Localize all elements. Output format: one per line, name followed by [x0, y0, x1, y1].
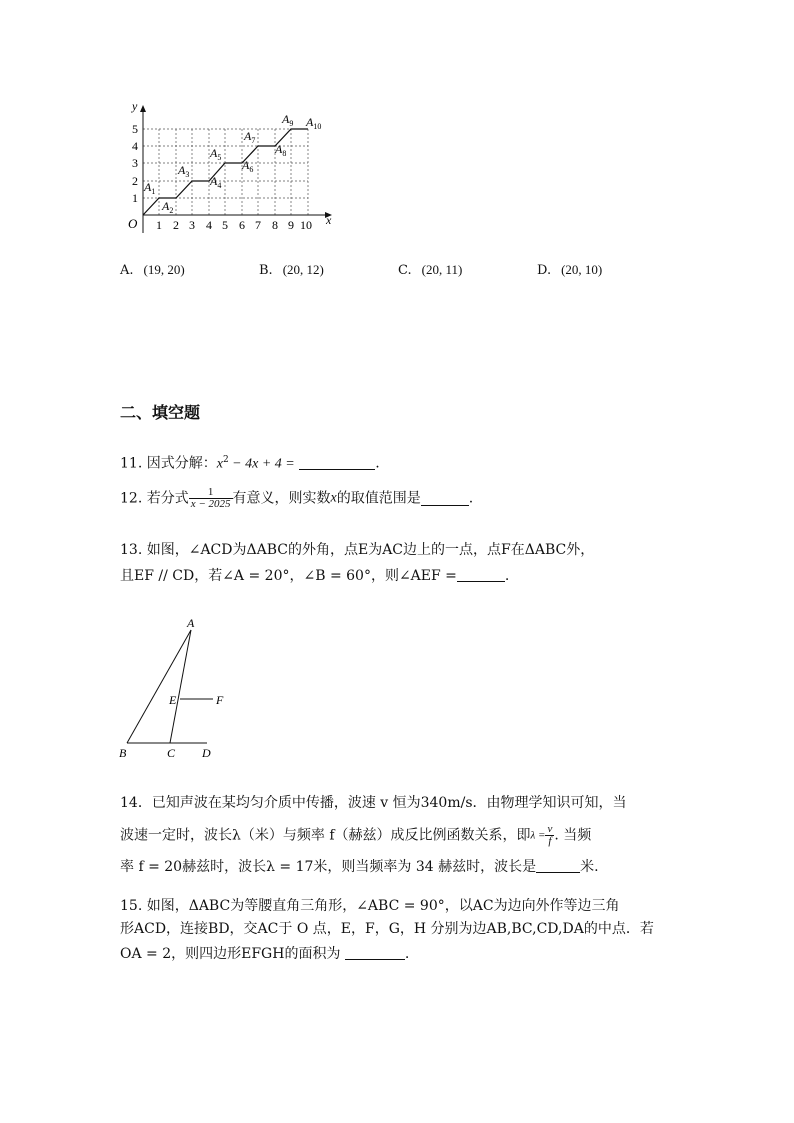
x-tick: 3 [189, 218, 195, 232]
y-tick: 5 [132, 122, 138, 136]
expression-x: x [216, 456, 223, 472]
point-label-a7: $A_7$ [244, 129, 256, 145]
answer-blank[interactable] [421, 491, 469, 506]
question-text: 因式分解： [146, 455, 217, 472]
point-label-a3: $A_3$ [178, 163, 190, 179]
question-text: 且EF // CD，若∠A = 20°，∠B = 60°，则∠AEF = [120, 568, 457, 584]
question-14-line-1: 14．已知声波在某均匀介质中传播，波速 v 恒为340m/s．由物理学知识可知，当 [120, 795, 627, 811]
segment-ab [127, 630, 191, 743]
fraction-denominator: x − 2025 [190, 498, 231, 510]
answer-blank[interactable] [457, 567, 505, 582]
point-label-a8: $A_8$ [275, 142, 287, 158]
fraction-numerator: v [547, 823, 553, 835]
variable-x: x [330, 490, 337, 506]
point-label-a9: $A_9$ [282, 112, 294, 128]
option-label: C. [398, 263, 412, 278]
x-tick: 4 [206, 218, 212, 232]
x-tick: 9 [288, 218, 294, 232]
question-number: 12. [120, 490, 143, 507]
question-text: 若分式 [146, 490, 189, 507]
point-label-a10: $A_{10}$ [306, 115, 322, 131]
y-axis-arrow [140, 105, 146, 112]
question-suffix: . [468, 490, 474, 507]
expression-exponent: 2 [222, 455, 229, 465]
triangle-figure [112, 612, 232, 764]
x-tick: 7 [255, 218, 261, 232]
question-text: 率 f = 20赫兹时，波长λ = 17米，则当频率为 34 赫兹时，波长是 [120, 859, 537, 875]
question-suffix: . [375, 455, 380, 472]
question-15-line-2: 形ACD，连接BD，交AC于 O 点，E，F，G，H 分别为边AB,BC,CD,DA的中点．若 [120, 921, 654, 937]
question-text: . 当频 [554, 827, 592, 844]
question-15-line-3 [120, 944, 409, 964]
answer-blank[interactable] [536, 858, 580, 873]
option-label: D. [537, 263, 552, 278]
question-13-line-1: 13. 如图，∠ACD为ΔABC的外角，点E为AC边上的一点，点F在ΔABC外， [120, 542, 595, 558]
vertex-label-d: D [202, 746, 211, 760]
point-label-a2: $A_2$ [162, 199, 174, 215]
question-15-line-1: 15. 如图，ΔABC为等腰直角三角形，∠ABC = 90°，以AC为边向外作等边三角 [120, 898, 620, 914]
option-b[interactable] [259, 262, 324, 278]
point-label-e: E [169, 693, 177, 707]
question-text: 有意义，则实数 [232, 490, 331, 507]
answer-blank[interactable] [299, 455, 375, 470]
fraction [189, 487, 233, 510]
expression-rest: − 4x + 4 = [228, 456, 295, 472]
question-14-line-2 [120, 824, 591, 847]
option-value: (20, 10) [561, 262, 603, 277]
point-label-f: F [216, 693, 224, 707]
question-11 [120, 450, 380, 475]
fraction-denominator: f [548, 835, 552, 847]
answer-blank[interactable] [345, 945, 405, 960]
question-14-line-3 [120, 857, 599, 877]
question-suffix: . [404, 946, 410, 962]
x-tick: 10 [300, 218, 312, 232]
option-value: (19, 20) [143, 262, 185, 277]
x-axis-label: x [326, 213, 332, 227]
y-axis-label: y [132, 99, 138, 113]
fraction-numerator: 1 [189, 487, 233, 499]
question-suffix: . [504, 568, 510, 584]
segment-ac [170, 630, 191, 743]
option-label: A. [120, 263, 134, 278]
step-graph [112, 98, 342, 240]
question-13-line-2 [120, 566, 509, 586]
vertex-label-c: C [167, 746, 176, 760]
x-tick: 2 [173, 218, 179, 232]
option-value: (20, 11) [421, 262, 463, 277]
question-text: 波速一定时，波长λ（米）与频率 f（赫兹）成反比例函数关系，即 [120, 827, 531, 844]
y-tick: 3 [132, 156, 138, 170]
question-text: 的取值范围是 [336, 490, 421, 507]
option-d[interactable] [537, 262, 602, 278]
y-tick: 2 [132, 174, 138, 188]
lambda-equation: λ = [530, 829, 546, 842]
point-label-a6: $A_6$ [242, 158, 254, 174]
point-label-a1: $A_1$ [144, 180, 156, 196]
option-label: B. [259, 263, 273, 278]
point-label-a5: $A_5$ [210, 146, 222, 162]
section-title: 二、填空题 [120, 403, 201, 422]
question-text: OA = 2，则四边形EFGH的面积为 [120, 946, 341, 962]
option-value: (20, 12) [282, 262, 324, 277]
vertex-label-b: B [119, 746, 127, 760]
vertex-label-a: A [187, 616, 195, 630]
x-tick: 1 [156, 218, 162, 232]
question-text: 米. [580, 859, 599, 875]
point-label-a4: $A_4$ [210, 174, 222, 190]
y-tick: 4 [132, 139, 138, 153]
question-number: 11. [120, 455, 143, 472]
x-tick: 6 [239, 218, 245, 232]
option-a[interactable] [120, 262, 185, 278]
x-tick: 8 [272, 218, 278, 232]
x-tick: 5 [222, 218, 228, 232]
y-tick: 1 [132, 191, 138, 205]
option-c[interactable] [398, 262, 462, 278]
fraction [545, 824, 554, 847]
origin-label: O [128, 216, 138, 231]
question-12 [120, 487, 473, 510]
